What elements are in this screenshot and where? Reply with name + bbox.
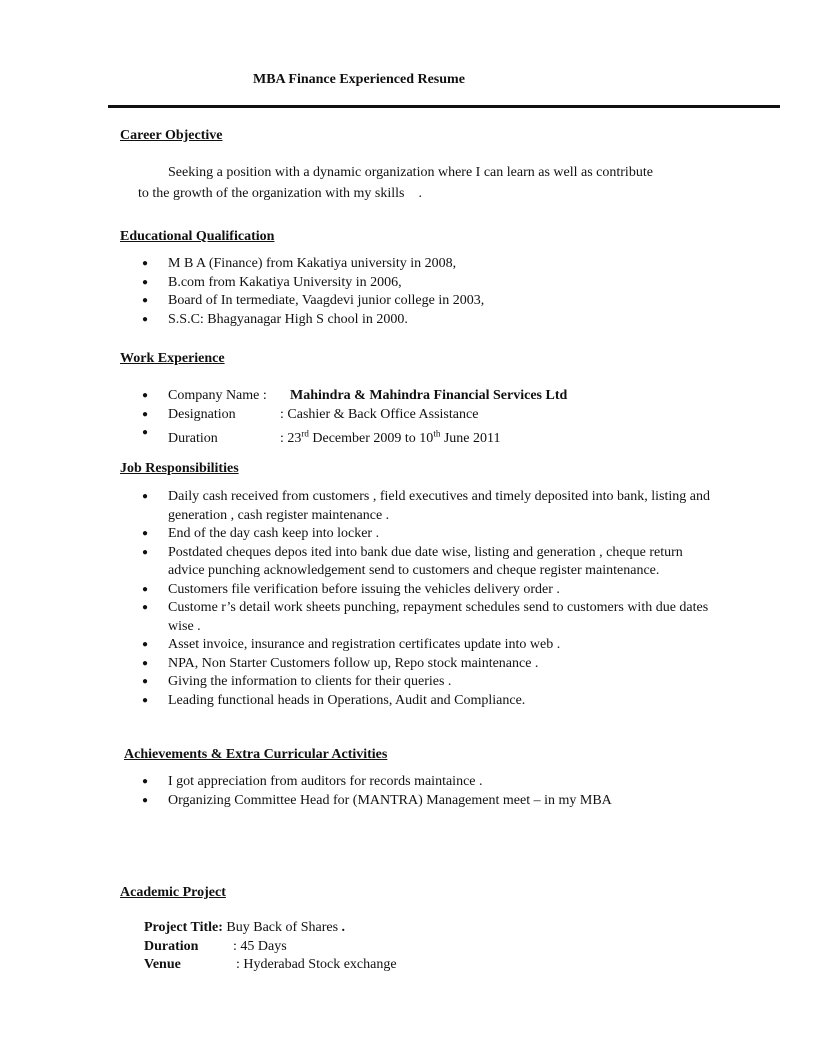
project-venue-row (144, 957, 397, 973)
education-list (140, 255, 713, 329)
work-designation-item (140, 406, 713, 425)
list-item: ● Custome r’s detail work sheets punching, repayment schedules send to customers with due dates wise . (140, 599, 713, 636)
list-item: ● I got appreciation from auditors for records maintaince . (140, 773, 713, 792)
project-venue-label: Venue (144, 957, 181, 972)
job-responsibilities-list (140, 488, 713, 710)
list-item: ● Organizing Committee Head for (MANTRA) Management meet – in my MBA (140, 792, 713, 811)
list-item: ● Board of In termediate, Vaagdevi junior college in 2003, (140, 292, 713, 311)
list-item: ● S.S.C: Bhagyanagar High S chool in 2000. (140, 311, 713, 330)
title-divider (108, 105, 780, 108)
career-objective-line-1: Seeking a position with a dynamic organization where I can learn as well as contribute (168, 165, 653, 180)
work-experience-heading: Work Experience (120, 351, 225, 366)
education-heading: Educational Qualification (120, 229, 275, 244)
list-item: ● Daily cash received from customers , field executives and timely deposited into bank, listing and generation , cash register maintenance . (140, 488, 713, 525)
designation-label: Designation (168, 406, 236, 422)
company-label: Company Name : (168, 388, 267, 403)
list-item: ● Customers file verification before issuing the vehicles delivery order . (140, 581, 713, 600)
work-experience-list (140, 387, 713, 448)
project-duration-label: Duration (144, 939, 199, 954)
duration-value: : 23rd December 2009 to 10th June 2011 (280, 428, 501, 446)
list-item: ● Giving the information to clients for their queries . (140, 673, 713, 692)
project-title-value: Buy Back of Shares (222, 920, 339, 935)
list-item: ● Postdated cheques depos ited into bank due date wise, listing and generation , cheque return advice punching acknowledgement send to customers and cheque register maintenance. (140, 544, 713, 581)
list-item: ● B.com from Kakatiya University in 2006, (140, 274, 713, 293)
list-item: ● NPA, Non Starter Customers follow up, Repo stock maintenance . (140, 655, 713, 674)
work-company-item (140, 387, 713, 406)
list-item: ● Leading functional heads in Operations, Audit and Compliance. (140, 692, 713, 711)
achievements-list (140, 773, 713, 810)
designation-value: : Cashier & Back Office Assistance (280, 406, 479, 422)
project-venue-value: : Hyderabad Stock exchange (236, 957, 397, 972)
list-item: ● Asset invoice, insurance and registration certificates update into web . (140, 636, 713, 655)
project-title-label: Project Title: (144, 920, 223, 935)
job-responsibilities-heading: Job Responsibilities (120, 461, 239, 476)
career-objective-line-2: to the growth of the organization with my skills . (138, 186, 422, 201)
duration-label: Duration (168, 430, 218, 446)
project-duration-row (144, 939, 287, 955)
list-item: ● M B A (Finance) from Kakatiya university in 2008, (140, 255, 713, 274)
project-duration-value: : 45 Days (233, 939, 287, 954)
page-title: MBA Finance Experienced Resume (253, 72, 465, 87)
list-item: ● End of the day cash keep into locker . (140, 525, 713, 544)
company-value: Mahindra & Mahindra Financial Services Ltd (290, 388, 568, 403)
project-title-row: Project Title: Buy Back of Shares . (144, 920, 346, 935)
achievements-heading: Achievements & Extra Curricular Activities (124, 747, 388, 762)
career-objective-heading: Career Objective (120, 128, 223, 143)
work-duration-item (140, 424, 713, 448)
academic-project-heading: Academic Project (120, 885, 226, 900)
